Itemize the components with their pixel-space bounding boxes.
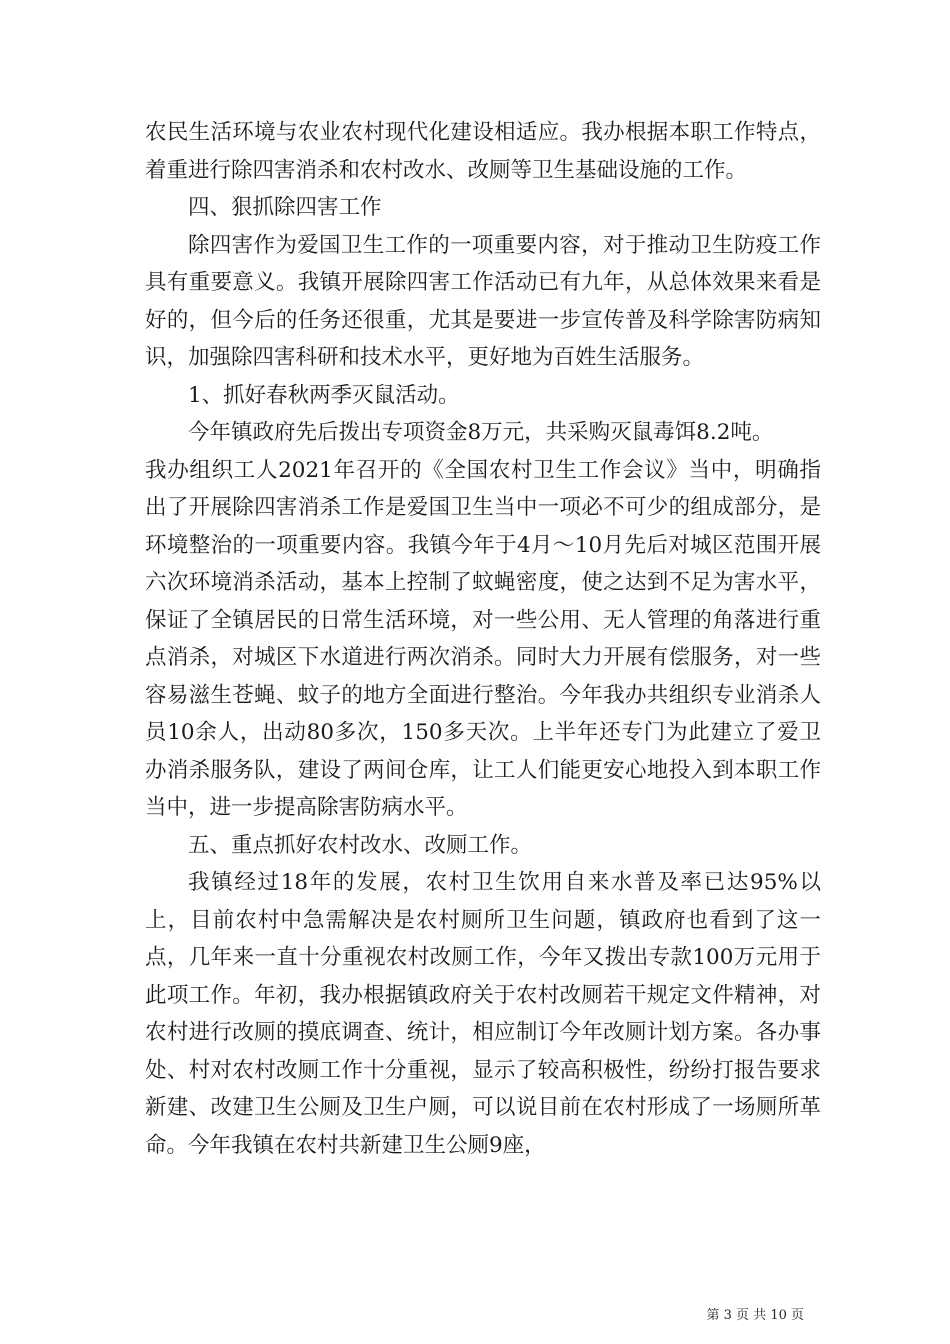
paragraph-continuation: 农民生活环境与农业农村现代化建设相适应。我办根据本职工作特点，着重进行除四害消杀和农村改水、改厕等卫生基础设施的工作。 [145, 120, 821, 183]
paragraph: 我办组织工人2021年召开的《全国农村卫生工作会议》当中，明确指出了开展除四害消杀工作是爱国卫生当中一项必不可少的组成部分，是环境整治的一项重要内容。我镇今年于4月～10月先后对城区范围开展六次环境消杀活动，基本上控制了蚊蝇密度，使之达到不足为害水平，保证了全镇居民的日常生活环境，对一些公用、无人管理的角落进行重点消杀，对城区下水道进行两次消杀。同时大力开展有偿服务，对一些容易滋生苍蝇、蚊子的地方全面进行整治。今年我办共组织专业消杀人员10余人，出动80多次，150多天次。上半年还专门为此建立了爱卫办消杀服务队，建设了两间仓库，让工人们能更安心地投入到本职工作当中，进一步提高除害防病水平。 [145, 457, 821, 820]
paragraph: 我镇经过18年的发展，农村卫生饮用自来水普及率已达95%以上，目前农村中急需解决是农村厕所卫生问题，镇政府也看到了这一点，几年来一直十分重视农村改厕工作，今年又拨出专款100万元用于此项工作。年初，我办根据镇政府关于农村改厕若干规定文件精神，对农村进行改厕的摸底调查、统计，相应制订今年改厕计划方案。各办事处、村对农村改厕工作十分重视，显示了较高积极性，纷纷打报告要求新建、改建卫生公厕及卫生户厕，可以说目前在农村形成了一场厕所革命。今年我镇在农村共新建卫生公厕9座， [145, 870, 821, 1158]
subsection-heading: 1、抓好春秋两季灭鼠活动。 [188, 382, 460, 408]
paragraph: 今年镇政府先后拨出专项资金8万元，共采购灭鼠毒饵8.2吨。 [188, 420, 774, 445]
document-body [145, 114, 821, 1164]
section-heading: 五、重点抓好农村改水、改厕工作。 [188, 832, 533, 858]
section-heading: 四、狠抓除四害工作 [188, 195, 382, 220]
paragraph: 除四害作为爱国卫生工作的一项重要内容，对于推动卫生防疫工作具有重要意义。我镇开展除四害工作活动已有九年，从总体效果来看是好的，但今后的任务还很重，尤其是要进一步宣传普及科学除害防病知识，加强除四害科研和技术水平，更好地为百姓生活服务。 [145, 232, 821, 370]
page-number: 第 3 页 共 10 页 [706, 1308, 804, 1323]
